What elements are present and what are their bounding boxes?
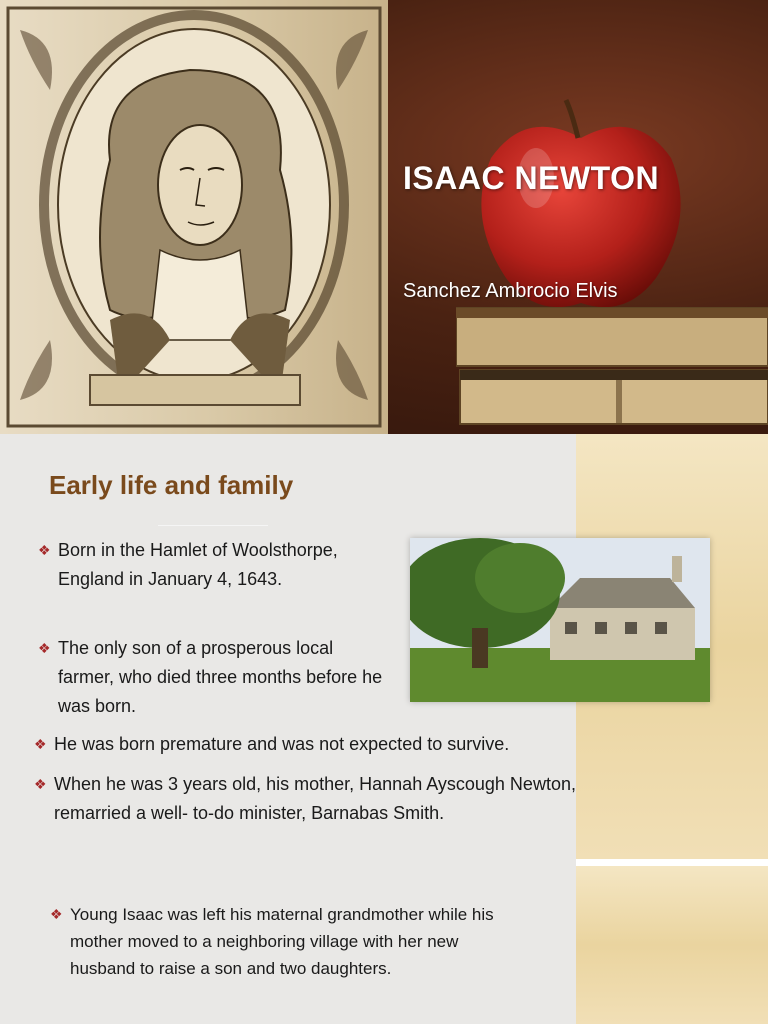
content-slide bbox=[0, 434, 768, 1024]
bullet-diamond-icon: ❖ bbox=[38, 542, 51, 558]
bullet-item bbox=[34, 770, 614, 828]
bullet-diamond-icon: ❖ bbox=[34, 736, 47, 752]
bullet-text: Young Isaac was left his maternal grandmother while his mother moved to a neighboring village with her new husband to raise a son and two daughters. bbox=[70, 905, 494, 978]
woolsthorpe-manor-photo bbox=[410, 538, 710, 702]
newton-portrait-engraving bbox=[0, 0, 388, 434]
portrait-illustration bbox=[0, 0, 388, 434]
bullet-item bbox=[50, 901, 510, 982]
bullet-text: He was born premature and was not expected to survive. bbox=[54, 734, 510, 754]
bullet-item bbox=[38, 634, 388, 721]
bullet-text: The only son of a prosperous local farmer, who died three months before he was born. bbox=[58, 638, 383, 716]
bullet-diamond-icon: ❖ bbox=[34, 776, 47, 792]
title-slide bbox=[0, 0, 768, 434]
bullet-diamond-icon: ❖ bbox=[50, 906, 63, 922]
bullet-diamond-icon: ❖ bbox=[38, 640, 51, 656]
presentation-title: ISAAC NEWTON bbox=[403, 160, 660, 196]
bullet-text: When he was 3 years old, his mother, Hannah Ayscough Newton, remarried a well- to-do minister, Barnabas Smith. bbox=[54, 774, 576, 823]
section-heading: Early life and family bbox=[49, 470, 294, 500]
heading-underline bbox=[158, 525, 268, 526]
stacked-books-illustration bbox=[456, 300, 768, 434]
bullet-item bbox=[38, 536, 388, 594]
presentation-author: Sanchez Ambrocio Elvis bbox=[403, 280, 618, 302]
parchment-decoration-lower bbox=[576, 866, 768, 1024]
bullet-text: Born in the Hamlet of Woolsthorpe, England in January 4, 1643. bbox=[58, 540, 338, 589]
bullet-item bbox=[34, 730, 614, 759]
slide-divider bbox=[576, 859, 768, 866]
